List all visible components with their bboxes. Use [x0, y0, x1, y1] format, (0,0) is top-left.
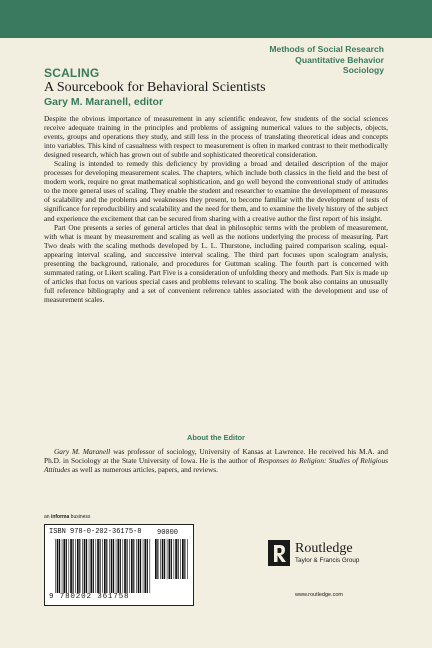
about-editor-text [44, 447, 388, 474]
barcode-bar [57, 539, 59, 593]
barcode-bar [62, 539, 63, 593]
barcode-bar [70, 539, 72, 593]
price-code: 90000 [157, 529, 179, 537]
barcode-bar [93, 539, 94, 593]
editor-name: Gary M. Maranell [54, 447, 111, 456]
barcode-bar [97, 539, 99, 593]
barcode-bar [131, 539, 133, 593]
barcode-bar [150, 539, 151, 593]
barcode-bar [109, 539, 110, 593]
barcode-bar [77, 539, 79, 593]
barcode-bar [89, 539, 90, 593]
barcode-bar [96, 539, 97, 593]
about-text-2: as well as numerous articles, papers, and reviews. [70, 465, 218, 475]
barcode-bar [90, 539, 92, 593]
barcode-bar [117, 539, 119, 593]
barcode-bar [175, 539, 177, 579]
about-editor-heading: About the Editor [187, 433, 245, 442]
barcode-bar [133, 539, 134, 593]
barcode-bar [129, 539, 130, 593]
barcode-bar [73, 539, 74, 593]
barcode-bar [82, 539, 83, 593]
barcode-bar [171, 539, 172, 579]
barcode-bar [157, 539, 158, 579]
series-item: Sociology [342, 65, 384, 75]
book-subtitle: A Sourcebook for Behavioral Scientists [44, 80, 266, 95]
paragraph: Scaling is intended to remedy this deficiency by providing a broad and detailed description of the major processes for developing measurement scales. The chapters, which include both classics in the field and the best of modern work, require no great mathematical sophistication, and go well beyond the conventional study of attitudes to the more general uses of scaling. They enable the student and researcher to examine the development of measures of scalability and the problems and weaknesses they present, to become familiar with the development of tests of significance for reproducibility and scalability and the need for them, and to examine the lively history of the subject and experience the excitement that can be secured from sharing with a creative author the first report of his insight. [44, 159, 388, 223]
publisher-group: Taylor & Francis Group [295, 557, 360, 564]
barcode-bar [84, 539, 86, 593]
barcode-bar [86, 539, 87, 593]
paragraph: Despite the obvious importance of measurement in any scientific endeavor, few students of the social sciences receive adequate training in the principles and problems of assigning numerical values to the subjects, objects, events, groups and operations they study, and still less in the process of translating theoretical ideas and concepts into variables. This kind of casualness with respect to measurement is often in marked contrast to their methodically designed research, which has grown out of subtle and sophisticated theoretical consideration. [44, 114, 388, 160]
barcode-bar [59, 539, 60, 593]
book-editor: Gary M. Maranell, editor [44, 96, 164, 108]
barcode-bar [160, 539, 161, 579]
series-list [269, 44, 384, 76]
barcode-bar [127, 539, 128, 593]
series-item: Quantitative Behavior [295, 54, 384, 65]
barcode [44, 524, 194, 606]
barcode-bar [63, 539, 65, 593]
barcode-bar [66, 539, 67, 593]
isbn-label: ISBN 978-0-202-36175-8 [49, 528, 142, 536]
barcode-bar [162, 539, 164, 579]
barcode-bar [102, 539, 103, 593]
barcode-bar [100, 539, 101, 593]
top-color-band [0, 0, 432, 38]
barcode-bar [164, 539, 165, 579]
barcode-bar [180, 539, 181, 579]
barcode-bar [144, 539, 146, 593]
barcode-bar [143, 539, 144, 593]
book-reference: Responses to Religion: Studies of Religious Attitudes [44, 456, 388, 475]
barcode-addon-bars [155, 539, 189, 579]
barcode-bar [75, 539, 76, 593]
barcode-bar [124, 539, 126, 593]
informa-prefix: an [44, 514, 51, 520]
series-item: Methods of Social Research [269, 44, 384, 54]
barcode-bar [187, 539, 188, 579]
routledge-logo-icon [268, 540, 290, 566]
barcode-bar [111, 539, 113, 593]
barcode-bar [79, 539, 80, 593]
description [44, 114, 388, 304]
informa-suffix: business [69, 514, 91, 520]
barcode-bars [55, 539, 151, 593]
barcode-bar [169, 539, 171, 579]
barcode-bar [104, 539, 106, 593]
barcode-bar [113, 539, 114, 593]
publisher-url: www.routledge.com [295, 592, 343, 598]
publisher-name: Routledge [295, 541, 353, 556]
informa-brand: informa [50, 514, 70, 520]
barcode-bar [138, 539, 140, 593]
barcode-bar [167, 539, 168, 579]
barcode-bar [178, 539, 179, 579]
barcode-bar [184, 539, 185, 579]
barcode-bar [140, 539, 141, 593]
barcode-bar [147, 539, 148, 593]
barcode-bar [120, 539, 121, 593]
barcode-bar [123, 539, 124, 593]
about-text-1: was professor of sociology, University of Kansas at Lawrence. He received his M.A. and Ph.D. in Sociology at the State University of Iowa. He is the author of [44, 447, 388, 466]
barcode-bar [174, 539, 175, 579]
barcode-bar [55, 539, 56, 593]
barcode-bar [106, 539, 107, 593]
barcode-bar [155, 539, 157, 579]
barcode-number: 9 780202 361758 [49, 593, 130, 601]
barcode-bar [116, 539, 117, 593]
barcode-bar [182, 539, 184, 579]
paragraph: Part One presents a series of general articles that deal in philosophic terms with the problem of measurement, with what is meant by measurement and scaling as well as the notions underlying the process of measuring. Part Two deals with the scaling methods developed by L. L. Thurstone, including paired comparison scaling, equal-appearing interval scaling, and successive interval scaling. The third part focuses upon scalogram analysis, presenting the background, rationale, and procedures for Guttman scaling. The fourth part is concerned with summated rating, or Likert scaling. Part Five is a consideration of unfolding theory and methods. Part Six is made up of articles that focus on various special cases and problems relevant to scaling. The book also contains an unusually full reference bibliography and a set of convenient reference tables associated with the development and use of measurement scales. [44, 222, 388, 304]
book-title: SCALING [44, 66, 100, 80]
barcode-bar [69, 539, 70, 593]
informa-label [44, 514, 90, 520]
barcode-bar [136, 539, 137, 593]
